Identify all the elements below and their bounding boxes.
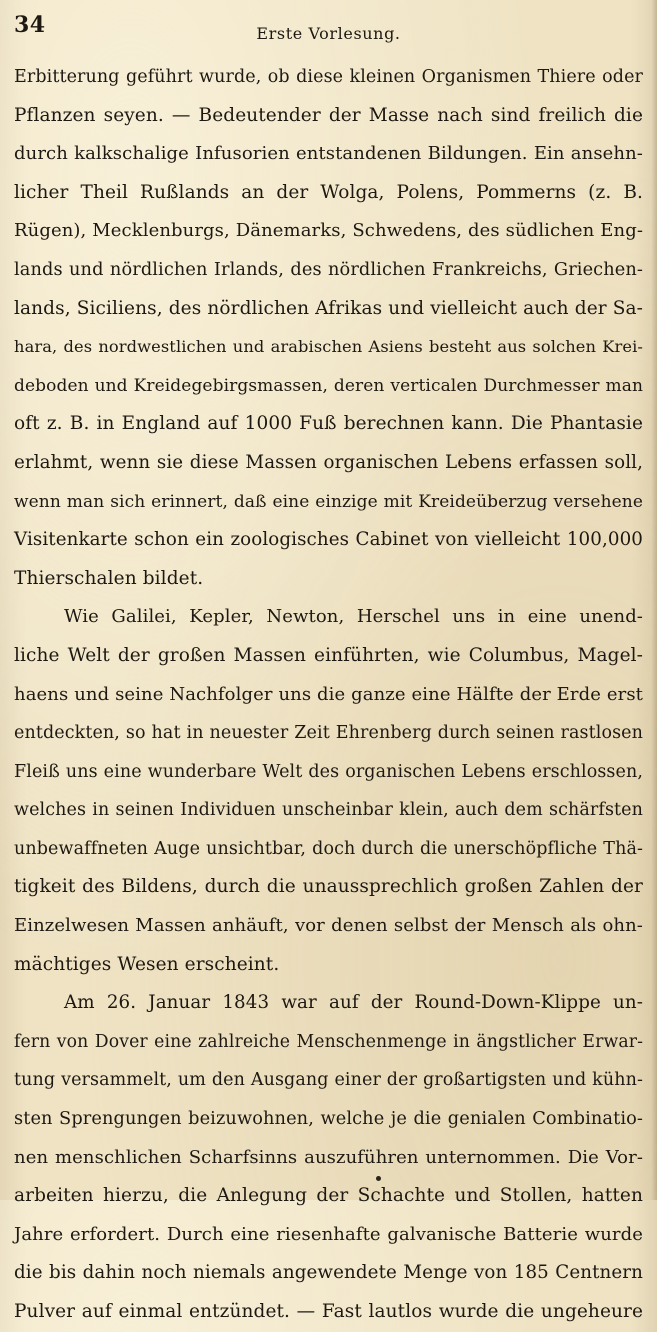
text-line: mächtiges Wesen erscheint. (14, 953, 280, 975)
text-line: Pflanzen seyen. — Bedeutender der Masse nach sind freilich die (14, 104, 643, 126)
text-line: durch kalkschalige Infusorien entstandenen Bildungen. Ein ansehn- (14, 143, 643, 165)
text-line: Am 26. Januar 1843 war auf der Round-Down-Klippe un- (64, 992, 643, 1014)
page-header (14, 10, 643, 44)
text-line: oft z. B. in England auf 1000 Fuß berechnen kann. Die Phantasie (14, 413, 643, 435)
text-line: Erbitterung geführt wurde, ob diese kleinen Organismen Thiere oder (14, 67, 643, 87)
text-line: tung versammelt, um den Ausgang einer der großartigsten und kühn- (14, 1070, 643, 1091)
page-edge-shadow (651, 0, 657, 1200)
text-line: deboden und Kreidegebirgsmassen, deren verticalen Durchmesser man (14, 375, 643, 396)
text-line: entdeckten, so hat in neuester Zeit Ehrenberg durch seinen rastlosen (14, 723, 643, 744)
text-line: Rügen), Mecklenburgs, Dänemarks, Schwedens, des südlichen Eng- (14, 220, 643, 242)
text-line: Fleiß uns eine wunderbare Welt des organischen Lebens erschlossen, (14, 761, 643, 782)
text-line: Wie Galilei, Kepler, Newton, Herschel uns in eine unend- (64, 606, 643, 628)
text-line: nen menschlichen Scharfsinns auszuführen unternommen. Die Vor- (14, 1146, 643, 1168)
text-line: Thierschalen bildet. (14, 567, 204, 589)
text-line: fern von Dover eine zahlreiche Menschenmenge in ängstlicher Erwar- (14, 1031, 643, 1052)
text-line: Jahre erfordert. Durch eine riesenhafte galvanische Batterie wurde (14, 1223, 643, 1245)
text-line: Einzelwesen Massen anhäuft, vor denen selbst der Mensch als ohn- (14, 915, 643, 937)
page-number: 34 (14, 12, 46, 38)
printer-mark (376, 1176, 381, 1181)
text-line: lands und nördlichen Irlands, des nördlichen Frankreichs, Griechen- (14, 259, 643, 280)
text-line: Visitenkarte schon ein zoologisches Cabinet von vielleicht 100,000 (14, 529, 643, 551)
text-line: arbeiten hierzu, die Anlegung der Schachte und Stollen, hatten (14, 1185, 643, 1207)
text-line: liche Welt der großen Massen einführten, wie Columbus, Magel- (14, 644, 643, 666)
text-line: unbewaffneten Auge unsichtbar, doch durch die unerschöpfliche Thä- (14, 838, 643, 859)
text-line: wenn man sich erinnert, daß eine einzige mit Kreideüberzug versehene (14, 491, 643, 512)
text-line: hara, des nordwestlichen und arabischen Asiens besteht aus solchen Krei- (14, 337, 643, 357)
text-line: haens und seine Nachfolger uns die ganze eine Hälfte der Erde erst (14, 683, 643, 705)
text-line: erlahmt, wenn sie diese Massen organischen Lebens erfassen soll, (14, 451, 643, 473)
text-line: Pulver auf einmal entzündet. — Fast lautlos wurde die ungeheure (14, 1301, 643, 1322)
text-line: licher Theil Rußlands an der Wolga, Polens, Pommerns (z. B. (14, 181, 643, 203)
text-line: lands, Siciliens, des nördlichen Afrikas und vielleicht auch der Sa- (14, 297, 643, 319)
text-line: welches in seinen Individuen unscheinbar klein, auch dem schärfsten (14, 800, 643, 821)
paragraph (14, 598, 643, 984)
text-line: die bis dahin noch niemals angewendete Menge von 185 Centnern (14, 1262, 643, 1284)
paragraph (14, 58, 643, 598)
running-title: Erste Vorlesung. (256, 24, 401, 43)
paragraph (14, 984, 643, 1331)
text-line: tigkeit des Bildens, durch die unaussprechlich großen Zahlen der (14, 876, 643, 898)
text-line: sten Sprengungen beizuwohnen, welche je die genialen Combinatio- (14, 1109, 643, 1130)
body-text (14, 58, 643, 1332)
